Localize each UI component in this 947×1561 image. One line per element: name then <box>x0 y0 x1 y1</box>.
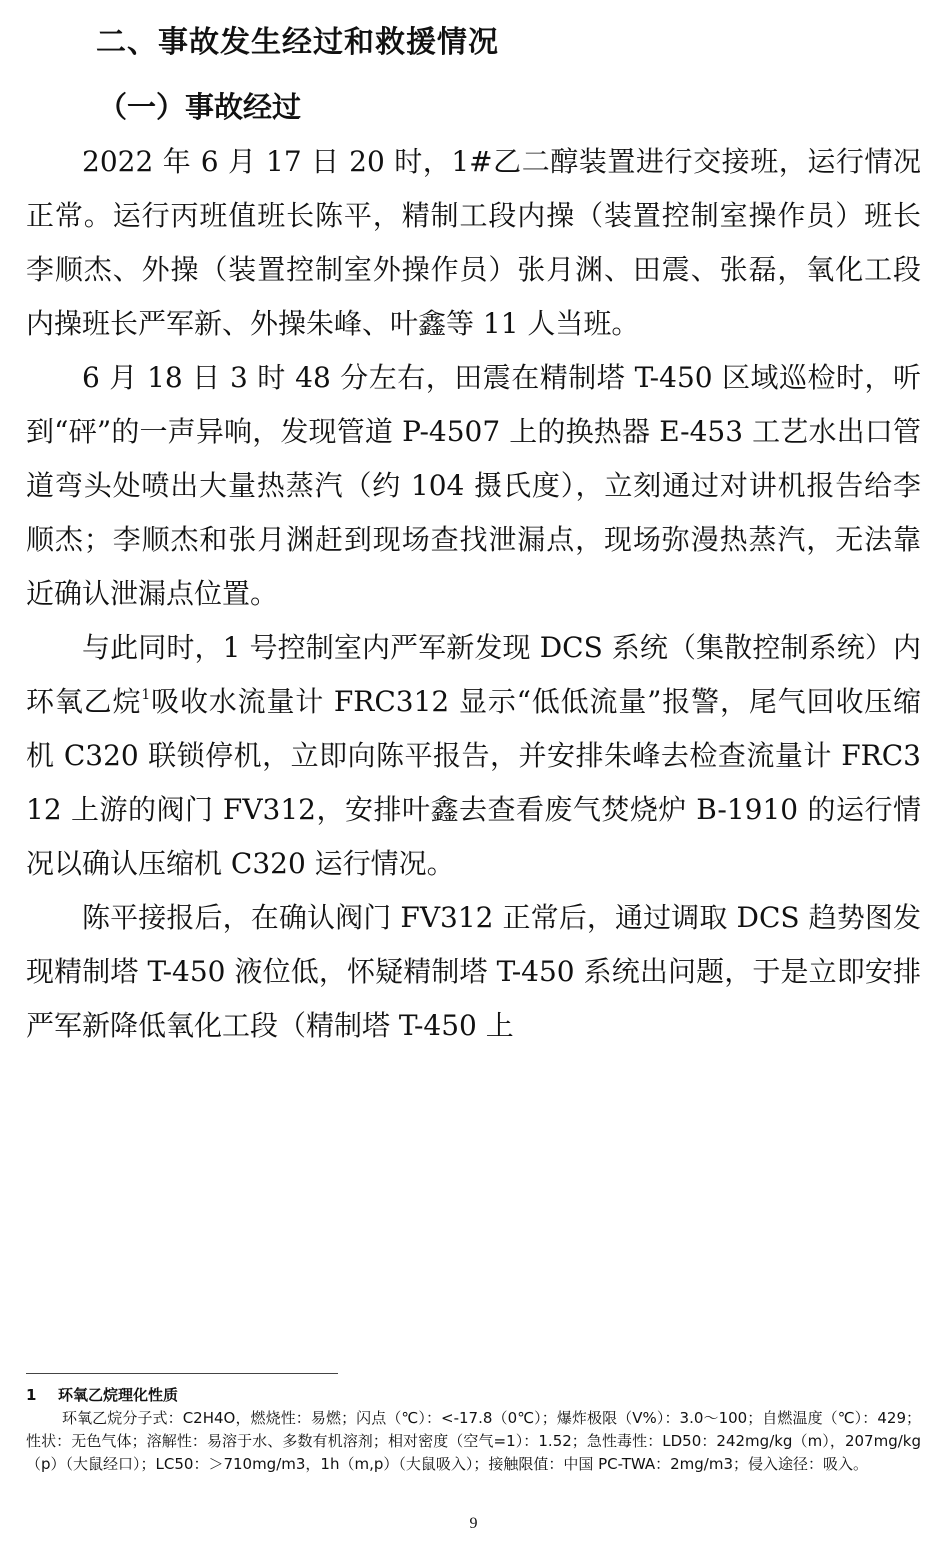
paragraph-dcs-alarm <box>26 621 921 891</box>
paragraph-dcs-alarm-part1: 与此同时，1 号控制室内严军新发现 DCS 系统（集散控制系统）内环氧乙烷 <box>26 631 921 718</box>
section-heading: 二、事故发生经过和救援情况 <box>96 25 499 60</box>
paragraph-steam-leak: 6 月 18 日 3 时 48 分左右，田震在精制塔 T-450 区域巡检时，听到“砰”的一声异响，发现管道 P-4507 上的换热器 E-453 工艺水出口管道弯头处喷出大量热蒸汽（约 104 摄氏度），立刻通过对讲机报告给李顺杰；李顺杰和张月渊赶到现场查找泄漏点，现场弥漫热蒸汽，无法靠近确认泄漏点位置。 <box>26 361 921 610</box>
footnote-title: 环氧乙烷理化性质 <box>58 1386 179 1404</box>
footnote <box>26 1384 921 1476</box>
footnote-title-line <box>26 1384 921 1407</box>
footnote-divider <box>26 1373 338 1374</box>
paragraph-trend-check: 陈平接报后，在确认阀门 FV312 正常后，通过调取 DCS 趋势图发现精制塔 T-450 液位低，怀疑精制塔 T-450 系统出问题，于是立即安排严军新降低氧化工段（精制塔 T-450 上 <box>26 901 921 1042</box>
footnote-reference: 1 <box>141 687 151 703</box>
body-text <box>26 135 921 1053</box>
footnote-text: 环氧乙烷分子式：C2H4O，燃烧性：易燃；闪点（℃）：<-17.8（0℃）；爆炸极限（V%）：3.0～100；自燃温度（℃）：429；性状：无色气体；溶解性：易溶于水、多数有机溶剂；相对密度（空气=1）：1.52；急性毒性：LD50：242mg/kg（m），207mg/kg（p）（大鼠经口）；LC50：＞710mg/m3，1h（m,p）（大鼠吸入）；接触限值：中国 PC-TWA：2mg/m3；侵入途径：吸入。 <box>26 1409 921 1473</box>
paragraph-dcs-alarm-part2: 吸收水流量计 FRC312 显示“低低流量”报警，尾气回收压缩机 C320 联锁停机，立即向陈平报告，并安排朱峰去检查流量计 FRC312 上游的阀门 FV312，安排叶鑫去查看废气焚烧炉 B-1910 的运行情况以确认压缩机 C320 运行情况。 <box>26 685 921 880</box>
footnote-number: 1 <box>26 1386 37 1404</box>
paragraph-shift-handover: 2022 年 6 月 17 日 20 时，1#乙二醇装置进行交接班，运行情况正常。运行丙班值班长陈平，精制工段内操（装置控制室操作员）班长李顺杰、外操（装置控制室外操作员）张月渊、田震、张磊，氧化工段内操班长严军新、外操朱峰、叶鑫等 11 人当班。 <box>26 145 921 340</box>
page-number: 9 <box>469 1515 478 1532</box>
subsection-heading: （一）事故经过 <box>98 90 302 124</box>
